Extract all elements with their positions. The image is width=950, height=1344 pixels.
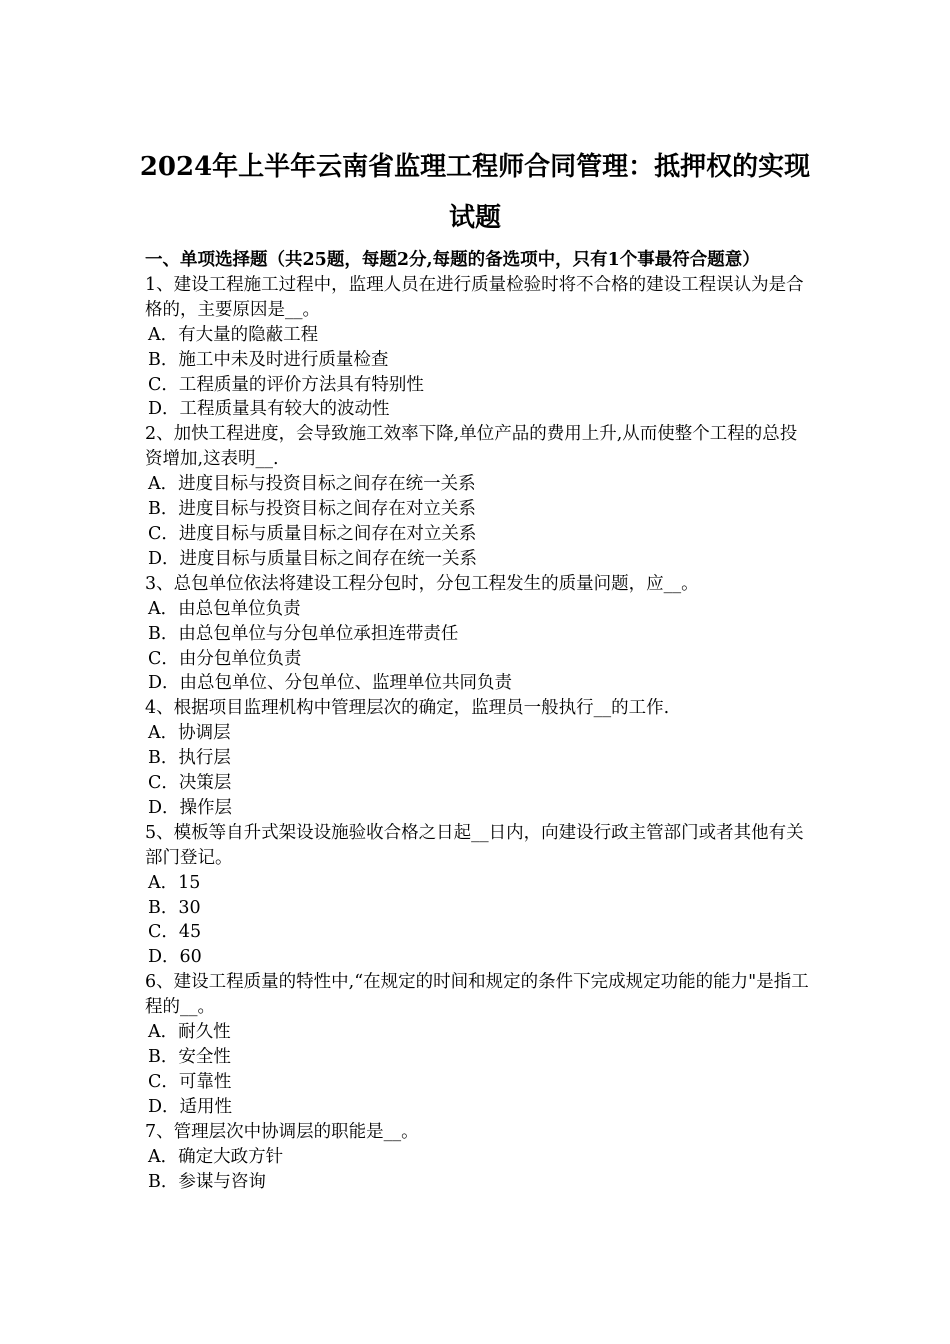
question-text: 6、建设工程质量的特性中,“在规定的时间和规定的条件下完成规定功能的能力"是指工程的__。 xyxy=(145,972,809,1018)
option-d: D．60 xyxy=(148,947,202,968)
question-block-1 xyxy=(145,273,810,422)
question-text: 7、管理层次中协调层的职能是__。 xyxy=(145,1121,419,1142)
option-b: B．30 xyxy=(148,897,201,918)
question-block-7 xyxy=(145,1120,810,1195)
question-block-3 xyxy=(145,572,810,697)
question-text: 2、加快工程进度，会导致施工效率下降,单位产品的费用上升,从而使整个工程的总投资增加,这表明__. xyxy=(145,424,798,470)
option-b: B．施工中未及时进行质量检查 xyxy=(148,349,389,370)
option-c: C．决策层 xyxy=(148,773,232,794)
question-text: 5、模板等自升式架设设施验收合格之日起__日内，向建设行政主管部门或者其他有关部门登记。 xyxy=(145,822,804,868)
option-d: D．进度目标与质量目标之间存在统一关系 xyxy=(148,548,478,569)
document-body xyxy=(145,248,810,1194)
option-b: B．安全性 xyxy=(148,1047,231,1067)
question-text: 3、总包单位依法将建设工程分包时，分包工程发生的质量问题，应__。 xyxy=(145,573,699,594)
option-d: D．适用性 xyxy=(148,1096,233,1117)
option-d: D．工程质量具有较大的波动性 xyxy=(148,399,390,420)
option-c: C．工程质量的评价方法具有特别性 xyxy=(148,374,424,395)
section-heading: 一、单项选择题（共25题，每题2分,每题的备选项中，只有1个事最符合题意） xyxy=(145,250,760,270)
question-block-6 xyxy=(145,970,810,1119)
option-d: D．操作层 xyxy=(148,797,233,818)
option-c: C．进度目标与质量目标之间存在对立关系 xyxy=(148,523,477,544)
option-a: A．协调层 xyxy=(148,723,231,744)
question-block-2 xyxy=(145,422,810,571)
option-c: C．45 xyxy=(148,922,202,943)
option-a: A．耐久性 xyxy=(148,1022,231,1043)
question-block-5 xyxy=(145,821,810,970)
option-a: A．确定大政方针 xyxy=(148,1146,284,1167)
option-d: D．由总包单位、分包单位、监理单位共同负责 xyxy=(148,673,513,694)
option-b: B．参谋与咨询 xyxy=(148,1171,266,1192)
question-block-4 xyxy=(145,696,810,821)
option-a: A．进度目标与投资目标之间存在统一关系 xyxy=(148,474,476,495)
document-title-line1: 2024年上半年云南省监理工程师合同管理：抵押权的实现 xyxy=(139,152,811,182)
question-text: 1、建设工程施工过程中，监理人员在进行质量检验时将不合格的建设工程误认为是合格的，主要原因是__。 xyxy=(145,274,804,320)
document-title-line2: 试题 xyxy=(448,203,501,233)
option-c: C．由分包单位负责 xyxy=(148,648,302,669)
option-b: B．执行层 xyxy=(148,748,231,769)
question-text: 4、根据项目监理机构中管理层次的确定，监理员一般执行__的工作. xyxy=(145,698,670,719)
option-b: B．进度目标与投资目标之间存在对立关系 xyxy=(148,499,476,520)
option-b: B．由总包单位与分包单位承担连带责任 xyxy=(148,623,459,644)
option-c: C．可靠性 xyxy=(148,1071,232,1092)
option-a: A．有大量的隐蔽工程 xyxy=(148,324,319,345)
option-a: A．由总包单位负责 xyxy=(148,598,301,619)
option-a: A．15 xyxy=(148,872,201,893)
